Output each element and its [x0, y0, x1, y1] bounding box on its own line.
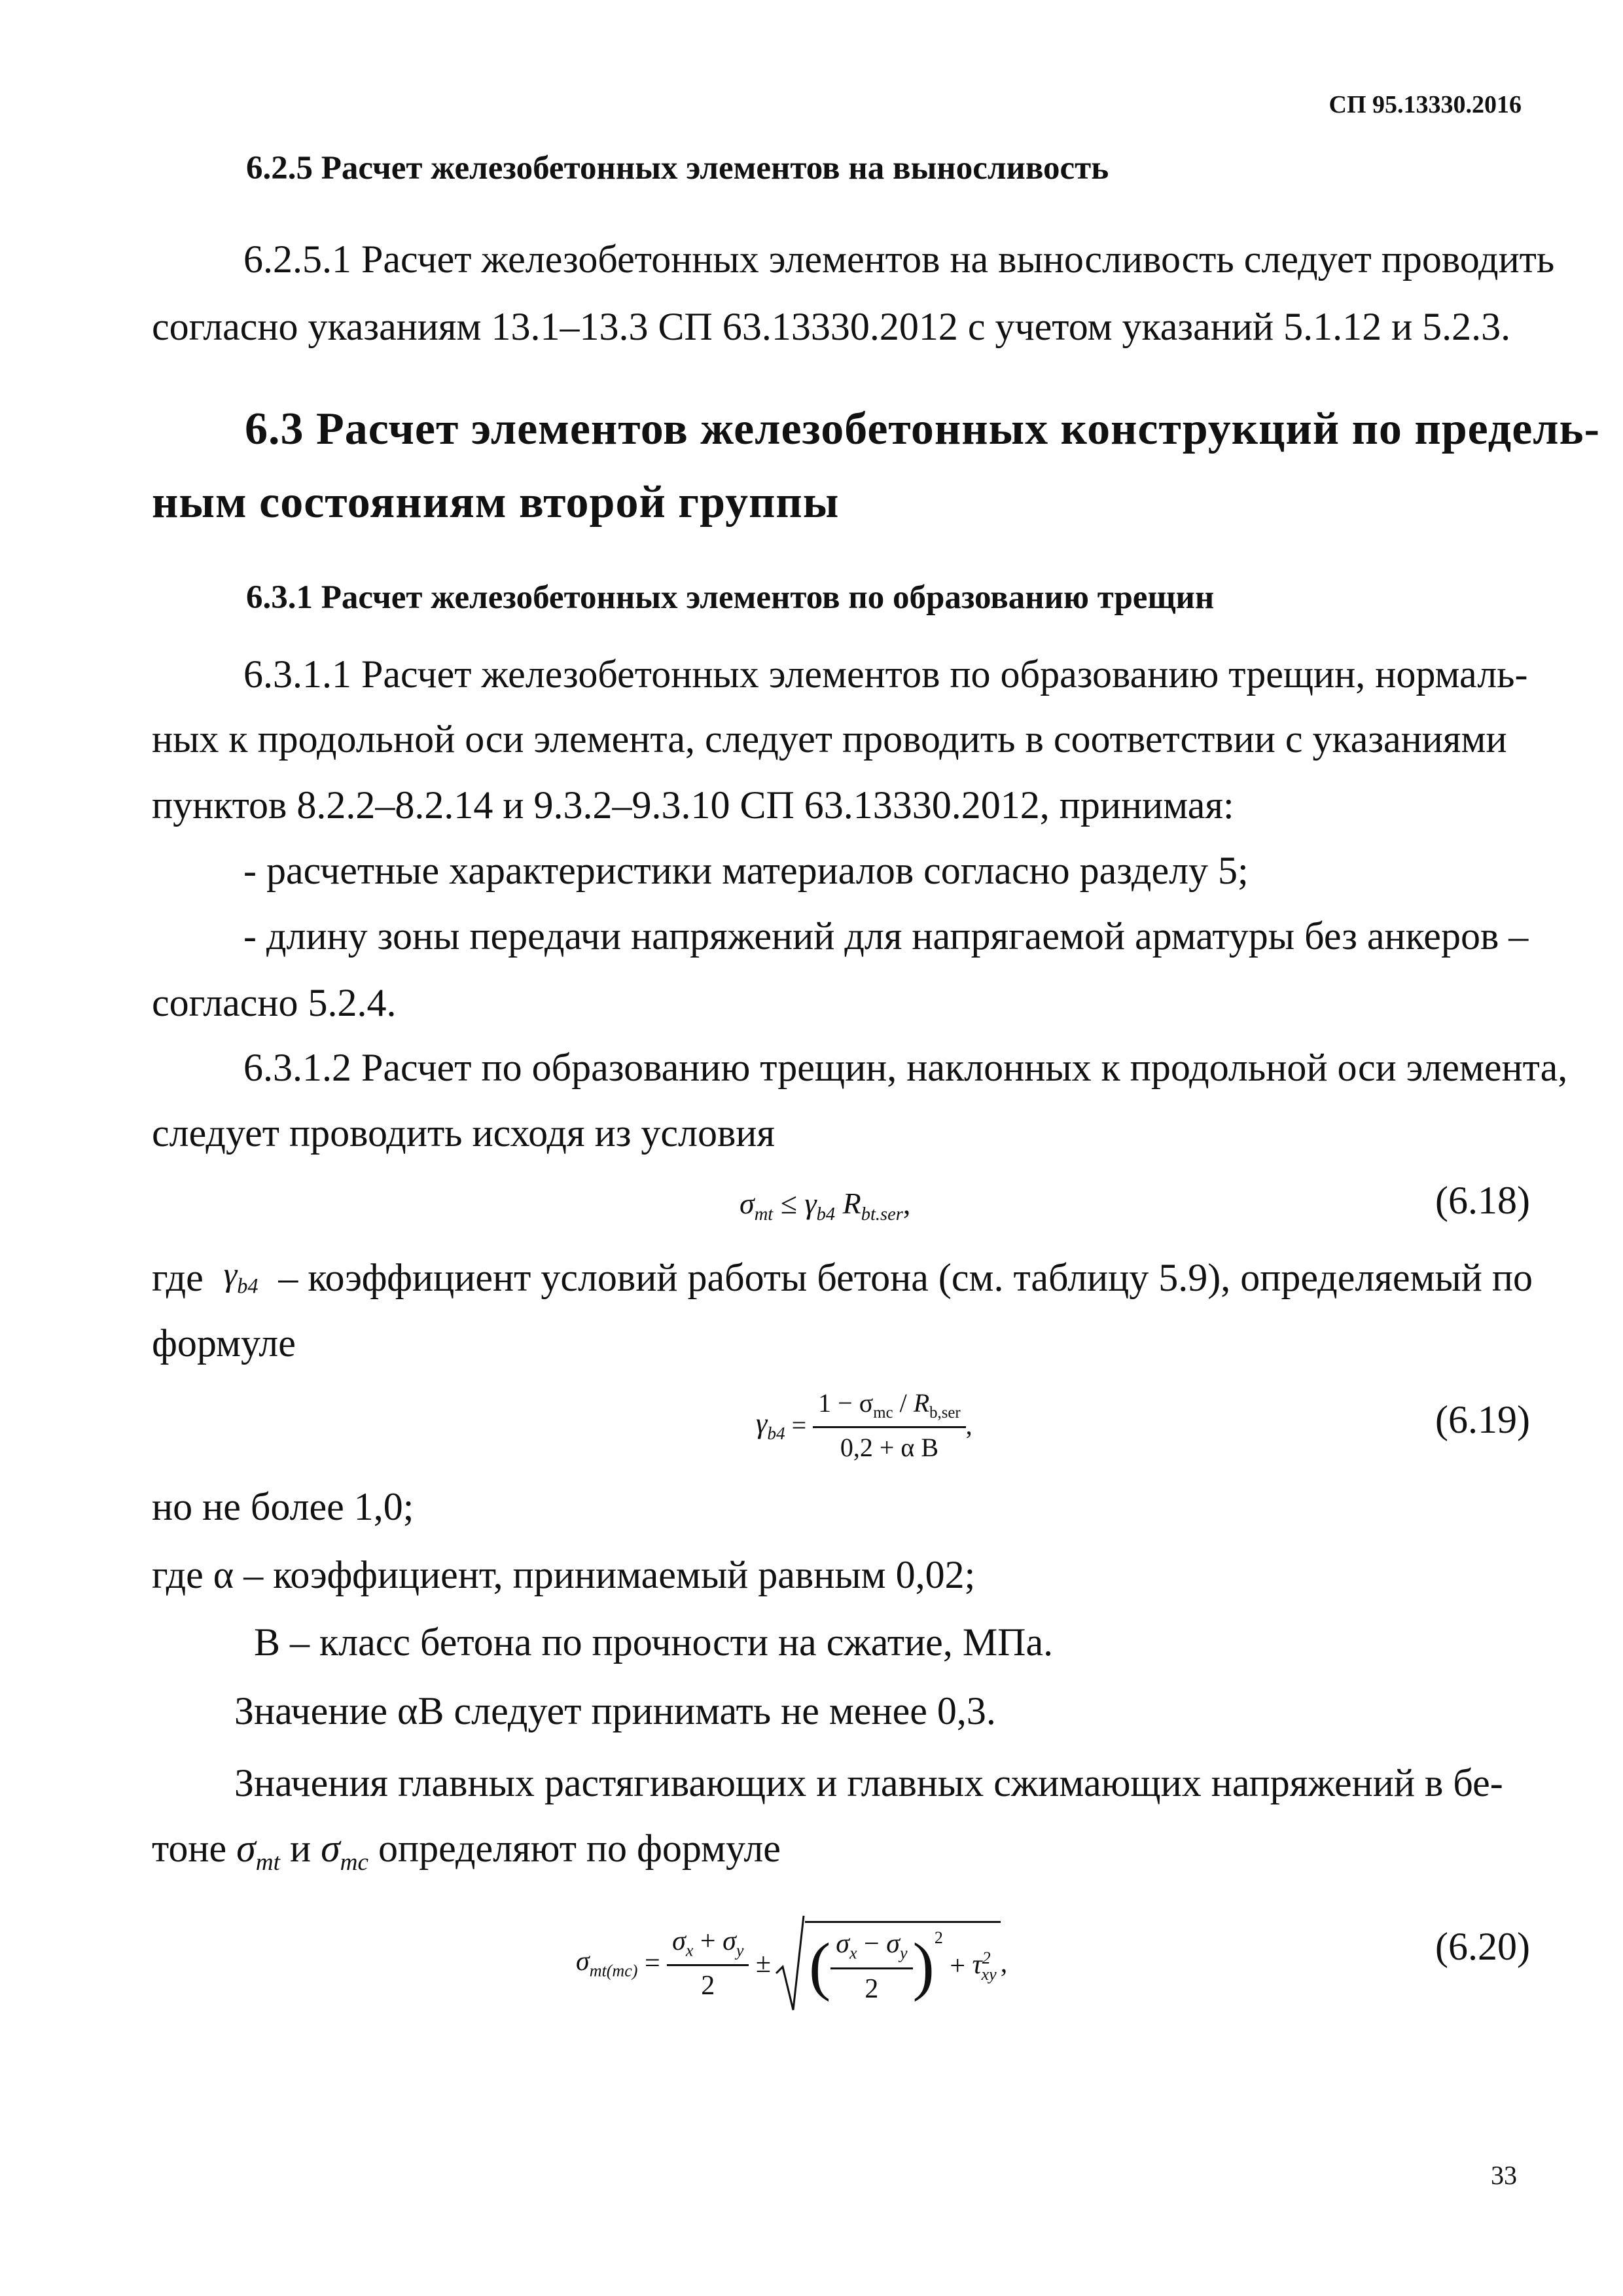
section-63-title-line2: ным состояниям второй группы	[152, 477, 840, 528]
section-631-para1-line2: ных к продольной оси элемента, следует проводить в соответствии с указаниями	[152, 717, 1507, 761]
formula-6-19-numerator: $1 - \sigma_{mc} / R_{b,ser}$	[813, 1388, 966, 1428]
section-625-title: 6.2.5 Расчет железобетонных элементов на выносливость	[246, 150, 1109, 187]
formula-6-19-denominator: 0,2 + α B	[840, 1433, 939, 1462]
page-number: 33	[1491, 2161, 1517, 2190]
where-gamma-line1	[152, 1255, 1533, 1300]
text-fragment: определяют по формуле	[378, 1827, 781, 1870]
equation-number-6-18: (6.18)	[1435, 1179, 1530, 1222]
document-code: СП 95.13330.2016	[1329, 91, 1522, 118]
formula-6-20: $\sigma_{mt(mc)}$ = $\frac{\sigma_x + \sigma_y}{2}$ ± ( $\frac{\sigma_x - \sigma_y}{2}$ ) $^2$ + $\tau^2_{xy}$ ,	[576, 1914, 1007, 2013]
section-631-title: 6.3.1 Расчет железобетонных элементов по образованию трещин	[246, 579, 1215, 616]
section-625-para-line1: 6.2.5.1 Расчет железобетонных элементов на выносливость следует проводить	[243, 238, 1555, 281]
section-631-para2-line1: 6.3.1.2 Расчет по образованию трещин, наклонных к продольной оси элемента,	[243, 1046, 1568, 1089]
sigma-mt-symbol: $\sigma_{mt}$	[236, 1827, 280, 1876]
bullet-transfer-zone-line2: согласно 5.2.4.	[152, 981, 397, 1024]
text-fragment: тоне	[152, 1827, 227, 1870]
where-alpha: где α – коэффициент, принимаемый равным 0,02;	[152, 1553, 976, 1596]
section-63-title-line1: 6.3 Расчет элементов железобетонных конструкций по предель-	[245, 404, 1600, 454]
where-word: где	[152, 1256, 204, 1299]
equation-number-6-20: (6.20)	[1435, 1925, 1530, 1968]
gamma-b4-symbol: $\gamma_{b4}$	[223, 1256, 259, 1298]
section-631-para2-line2: следует проводить исходя из условия	[152, 1111, 776, 1155]
formula-6-19: $\gamma_{b4}$ = $\frac{1 - \sigma_{mc} / R_{b,ser}}{\text{0,2 + α B}}$ ,	[756, 1388, 972, 1462]
formula-6-18: $\sigma_{mt} \le \gamma_{b4}$ $R_{bt.ser}$,	[740, 1187, 911, 1225]
section-631-para1-line1: 6.3.1.1 Расчет железобетонных элементов по образованию трещин, нормаль-	[243, 653, 1528, 696]
bullet-material-characteristics: - расчетные характеристики материалов согласно разделу 5;	[243, 849, 1249, 892]
equation-number-6-19: (6.19)	[1435, 1398, 1530, 1441]
sqrt-sign	[775, 1914, 805, 2013]
where-b-class: В – класс бетона по прочности на сжатие, МПа.	[254, 1621, 1054, 1664]
alpha-b-minimum-note: Значение αВ следует принимать не менее 0,3.	[234, 1689, 996, 1732]
sigma-mc-symbol: $\sigma_{mc}$	[321, 1827, 369, 1876]
not-more-than-note: но не более 1,0;	[152, 1485, 414, 1528]
text-fragment: и	[289, 1827, 312, 1870]
where-gamma-line2: формуле	[152, 1321, 296, 1365]
where-gamma-description: – коэффициент условий работы бетона (см. таблицу 5.9), определяемый по	[278, 1256, 1533, 1299]
section-631-para3-line1: Значения главных растягивающих и главных сжимающих напряжений в бе-	[234, 1761, 1503, 1804]
section-625-para-line2: согласно указаниям 13.1–13.3 СП 63.13330.2012 с учетом указаний 5.1.12 и 5.2.3.	[152, 305, 1511, 348]
section-631-para3-line2	[152, 1826, 781, 1876]
section-631-para1-line3: пунктов 8.2.2–8.2.14 и 9.3.2–9.3.10 СП 63.13330.2012, принимая:	[152, 783, 1234, 827]
bullet-transfer-zone-line1: - длину зоны передачи напряжений для напрягаемой арматуры без анкеров –	[243, 914, 1529, 958]
